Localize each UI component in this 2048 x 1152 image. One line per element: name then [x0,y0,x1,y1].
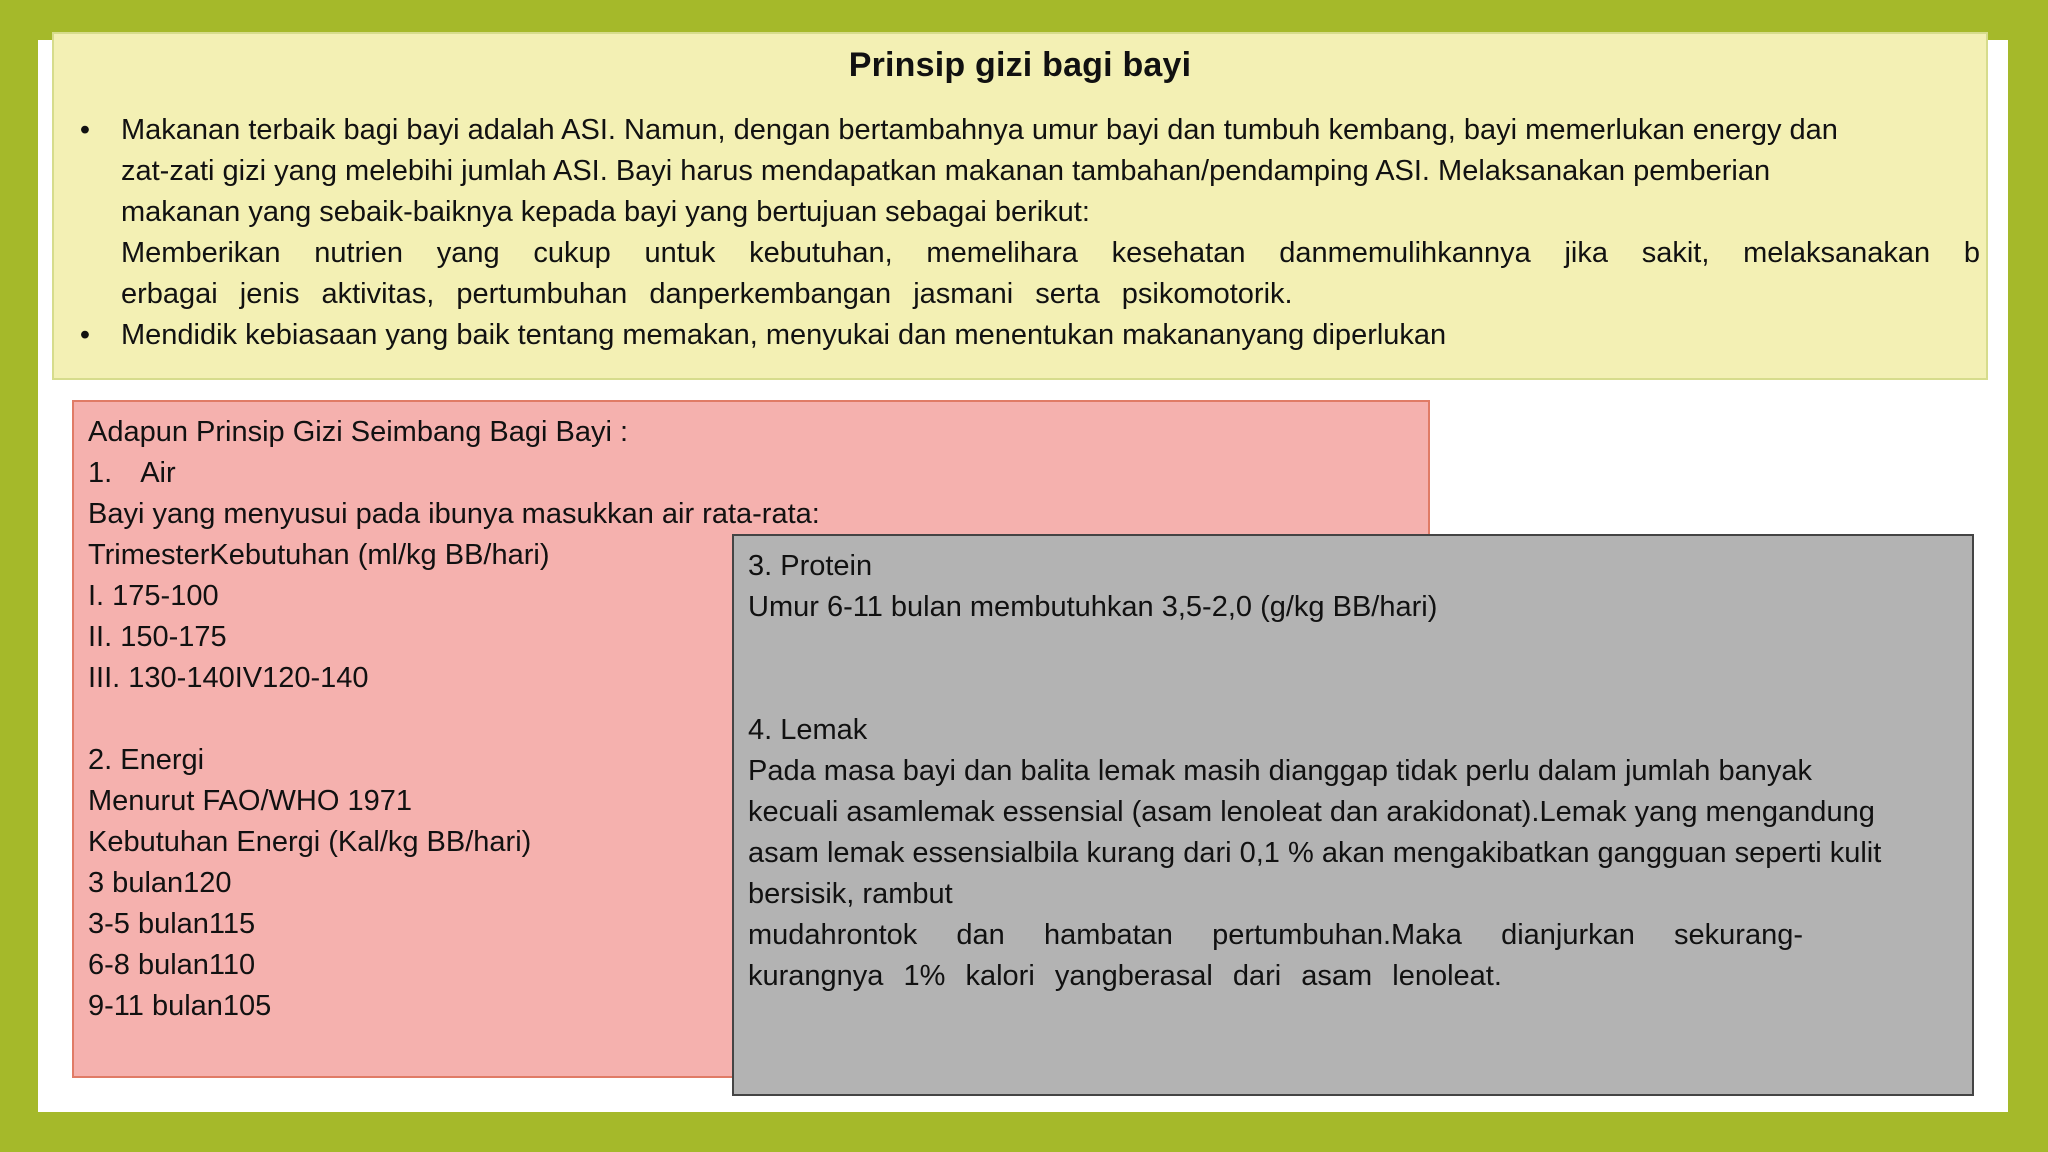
air-number: 1. [88,457,113,489]
bullet-icon: • [79,319,91,351]
energi-row: 6-8 bulan110 [88,949,256,981]
bullet-icon: • [79,114,91,146]
spacer [88,699,820,740]
bullet-text-line: Memberikan nutrien yang cukup untuk kebutuhan, memelihara kesehatan danmemulihkannya jika sakit, melaksanakan b [121,237,1980,269]
spacer [748,628,1944,710]
energi-row: 3 bulan120 [88,867,232,899]
bullet-text-line: erbagai jenis aktivitas, pertumbuhan danperkembangan jasmani serta psikomotorik. [121,278,1293,310]
balanced-nutrition-text [88,412,820,1027]
lemak-text-line: bersisik, rambut [748,878,953,910]
air-row: III. 130-140IV120-140 [88,662,369,694]
lemak-heading: 4. Lemak [748,714,868,746]
energi-row: 3-5 bulan115 [88,908,256,940]
air-row: I. 175-100 [88,580,219,612]
air-description: Bayi yang menyusui pada ibunya masukkan air rata-rata: [88,498,820,530]
lemak-text-line: kurangnya 1% kalori yangberasal dari asam lenoleat. [748,960,1502,992]
protein-text: Umur 6-11 bulan membutuhkan 3,5-2,0 (g/kg BB/hari) [748,591,1438,623]
bullet-list [70,110,1980,356]
energi-row: 9-11 bulan105 [88,990,272,1022]
section-heading: Adapun Prinsip Gizi Seimbang Bagi Bayi : [88,416,629,448]
slide-title: Prinsip gizi bagi bayi [848,46,1192,84]
bullet-text-line: Mendidik kebiasaan yang baik tentang memakan, menyukai dan menentukan makananyang diperlukan [121,319,1447,351]
lemak-text-line: Pada masa bayi dan balita lemak masih dianggap tidak perlu dalam jumlah banyak [748,755,1812,787]
lemak-text-line: kecuali asamlemak essensial (asam lenoleat dan arakidonat).Lemak yang mengandung [748,796,1875,828]
protein-heading: 3. Protein [748,550,873,582]
bullet-item [70,315,1980,356]
air-table-header: TrimesterKebutuhan (ml/kg BB/hari) [88,539,550,571]
air-title: Air [140,457,176,489]
air-heading [88,453,820,494]
slide [38,40,2008,1112]
bullet-text-line: zat-zati gizi yang melebihi jumlah ASI. Bayi harus mendapatkan makanan tambahan/pendamping ASI. Melaksanakan pemberian [121,155,1771,187]
protein-fat-text [748,546,1944,997]
energi-heading: 2. Energi [88,744,205,776]
energi-source: Menurut FAO/WHO 1971 [88,785,412,817]
bullet-text-line: makanan yang sebaik-baiknya kepada bayi yang bertujuan sebagai berikut: [121,196,1090,228]
bullet-text-line: Makanan terbaik bagi bayi adalah ASI. Namun, dengan bertambahnya umur bayi dan tumbuh kembang, bayi memerlukan energy dan [121,114,1838,146]
bullet-item [70,110,1980,315]
air-row: II. 150-175 [88,621,227,653]
lemak-text-line: asam lemak essensialbila kurang dari 0,1 % akan mengakibatkan gangguan seperti kulit [748,837,1882,869]
principles-box [52,32,1988,380]
energi-table-header: Kebutuhan Energi (Kal/kg BB/hari) [88,826,532,858]
protein-fat-box [732,534,1974,1096]
lemak-text-line: mudahrontok dan hambatan pertumbuhan.Maka dianjurkan sekurang- [748,919,1803,951]
